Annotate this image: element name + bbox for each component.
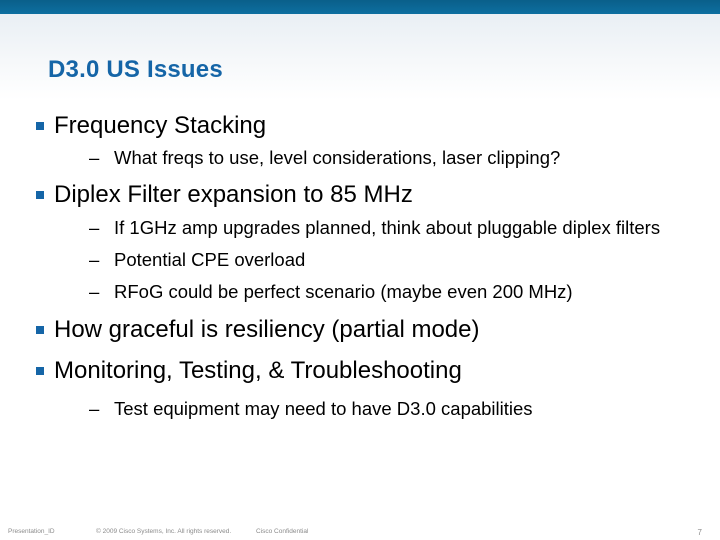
confidential-label: Cisco Confidential (256, 528, 309, 535)
bullet-text: Diplex Filter expansion to 85 MHz (54, 181, 413, 208)
dash-marker: – (89, 398, 100, 419)
bullet-text: Frequency Stacking (54, 112, 267, 139)
sub-bullet-text: If 1GHz amp upgrades planned, think about pluggable diplex filters (114, 217, 661, 238)
dash-marker: – (89, 147, 100, 168)
dash-marker: – (89, 281, 100, 302)
sub-bullet-text: Test equipment may need to have D3.0 capabilities (114, 398, 533, 419)
dash-marker: – (89, 249, 100, 270)
bullet-item (36, 315, 706, 345)
square-bullet-icon (36, 191, 44, 199)
sub-bullet-item (36, 147, 706, 169)
square-bullet-icon (36, 326, 44, 334)
sub-bullet-text: Potential CPE overload (114, 249, 306, 270)
sub-bullet-text: What freqs to use, level considerations, laser clipping? (114, 147, 561, 168)
page-number: 7 (697, 528, 702, 537)
top-color-band (0, 0, 720, 14)
sub-bullet-item (36, 249, 706, 271)
copyright-notice: © 2009 Cisco Systems, Inc. All rights reserved. (96, 528, 232, 535)
slide-body (36, 111, 706, 420)
slide-footer (0, 526, 720, 540)
presentation-id: Presentation_ID (8, 528, 55, 535)
sub-bullet-item (36, 281, 706, 303)
slide-title: D3.0 US Issues (48, 56, 223, 83)
bullet-text: Monitoring, Testing, & Troubleshooting (54, 357, 462, 384)
square-bullet-icon (36, 367, 44, 375)
bullet-item (36, 180, 706, 210)
sub-bullet-item (36, 398, 706, 420)
bullet-text: How graceful is resiliency (partial mode) (54, 316, 480, 343)
sub-bullet-item (36, 217, 706, 239)
dash-marker: – (89, 217, 100, 238)
sub-bullet-text: RFoG could be perfect scenario (maybe even 200 MHz) (114, 281, 573, 302)
bullet-item (36, 356, 706, 386)
square-bullet-icon (36, 122, 44, 130)
bullet-item (36, 111, 706, 141)
